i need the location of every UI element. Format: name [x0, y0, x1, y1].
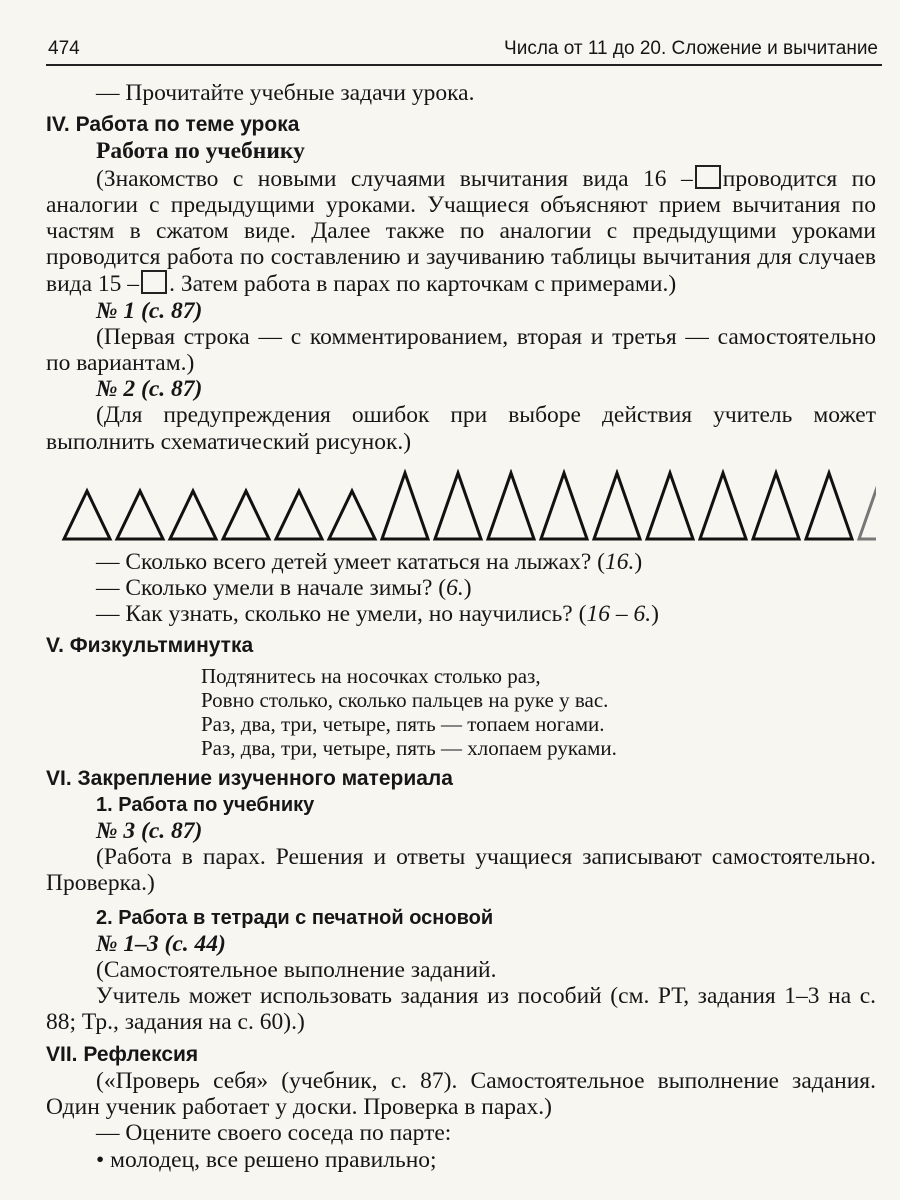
section-5-title: V. Физкультминутка — [46, 634, 254, 658]
question-3-answer: 16 – 6. — [586, 601, 652, 628]
poem-line: Раз, два, три, четыре, пять — топаем ногами. — [201, 711, 605, 736]
large-triangle — [753, 473, 799, 539]
poem-line: Подтянитесь на носочках столько раз, — [201, 663, 541, 688]
blank-box — [141, 270, 167, 294]
large-triangle — [435, 473, 481, 539]
section-7-title: VII. Рефлексия — [46, 1042, 199, 1066]
page-content — [46, 80, 876, 1173]
questions — [46, 549, 876, 628]
section-4-subtitle: Работа по учебнику — [96, 138, 305, 165]
poem-line: Раз, два, три, четыре, пять — хлопаем руками. — [201, 735, 617, 760]
task-4-text-2: Учитель может использовать задания из пособий (см. РТ, задания 1–3 на с. 88; Тр., задания на с. 60).) — [46, 983, 876, 1036]
small-triangle — [223, 491, 269, 539]
task-1-ref: № 1 (с. 87) — [96, 297, 203, 324]
question-1 — [46, 549, 876, 575]
small-triangle — [329, 491, 375, 539]
question-2-text: — Сколько умели в начале зимы? ( — [96, 575, 447, 602]
large-triangle — [594, 473, 640, 539]
small-triangle — [276, 491, 322, 539]
large-triangle — [488, 473, 534, 539]
section-6-sub-2: 2. Работа в тетради с печатной основой — [96, 906, 494, 929]
large-triangle — [700, 473, 746, 539]
large-triangle — [859, 473, 876, 539]
section-4-title: IV. Работа по теме урока — [46, 113, 300, 137]
small-triangle — [170, 491, 216, 539]
question-1-answer: 16. — [604, 548, 635, 575]
large-triangle — [382, 473, 428, 539]
header-rule — [46, 64, 882, 66]
p1-middle: проводится по аналогии с предыдущими уроками. Учащиеся объясняют прием вычитания по частям в сжатом виде. Далее также по аналогии с предыдущими уроками проводится работа по составлению и заучиванию таблицы вычитания для случаев вида 15 – — [46, 165, 876, 298]
large-triangle — [806, 473, 852, 539]
task-4-text: (Самостоятельное выполнение заданий. — [96, 957, 497, 984]
task-3-ref: № 3 (с. 87) — [96, 818, 203, 845]
small-triangle — [64, 491, 110, 539]
section-6-sub-1: 1. Работа по учебнику — [96, 793, 315, 816]
small-triangle — [117, 491, 163, 539]
question-3 — [46, 601, 876, 627]
section-7-paragraph: («Проверь себя» (учебник, с. 87). Самостоятельное выполнение задания. Один ученик работает у доски. Проверка в парах.) — [46, 1067, 876, 1121]
question-2-answer: 6. — [446, 575, 464, 602]
p1-after: . Затем работа в парах по карточкам с примерами.) — [169, 271, 677, 298]
blank-box — [695, 165, 721, 189]
task-2-ref: № 2 (с. 87) — [96, 376, 203, 403]
task-2-text: (Для предупреждения ошибок при выборе действия учитель может выполнить схематический рисунок.) — [46, 402, 876, 455]
question-3-text: — Как узнать, сколько не умели, но научились? ( — [96, 601, 587, 628]
poem-line: Ровно столько, сколько пальцев на руке у вас. — [201, 687, 609, 712]
task-3-text: (Работа в парах. Решения и ответы учащиеся записывают самостоятельно. Проверка.) — [46, 844, 876, 897]
question-2 — [46, 575, 876, 601]
triangle-row — [46, 469, 876, 545]
page-number: 474 — [48, 38, 80, 59]
triangle-diagram — [46, 469, 876, 545]
running-title: Числа от 11 до 20. Сложение и вычитание — [504, 38, 878, 59]
task-4-ref: № 1–3 (с. 44) — [96, 930, 226, 957]
task-1-text: (Первая строка — с комментированием, вторая и третья — самостоятельно по вариантам.) — [46, 323, 876, 377]
page-header — [48, 36, 878, 66]
p1-before: (Знакомство с новыми случаями вычитания вида 16 – — [96, 165, 693, 192]
section-7-question: — Оцените своего соседа по парте: — [96, 1120, 452, 1147]
poem — [46, 664, 876, 760]
large-triangle — [647, 473, 693, 539]
section-7-bullet: • молодец, все решено правильно; — [96, 1146, 437, 1173]
section-4-paragraph — [46, 165, 876, 298]
question-1-text: — Сколько всего детей умеет кататься на лыжах? ( — [96, 548, 605, 575]
large-triangle — [541, 473, 587, 539]
section-6-title: VI. Закрепление изученного материала — [46, 766, 453, 790]
question-3-end: ) — [651, 601, 659, 628]
intro-line: — Прочитайте учебные задачи урока. — [96, 80, 475, 106]
question-2-end: ) — [463, 575, 472, 602]
question-1-end: ) — [634, 548, 643, 575]
